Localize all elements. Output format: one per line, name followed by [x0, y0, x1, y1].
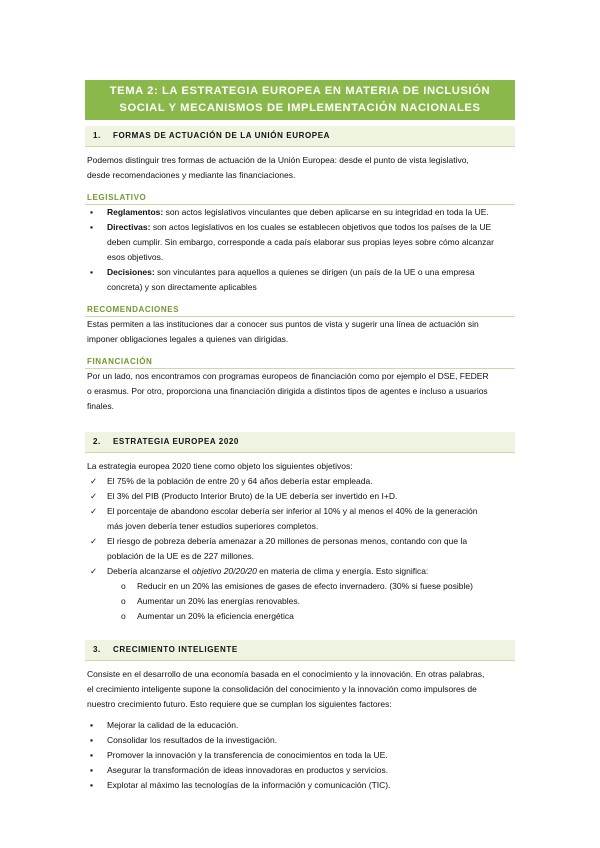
square-bullet-icon: ▪ [90, 750, 94, 760]
legislativo-heading: LEGISLATIVO [85, 191, 515, 205]
square-bullet-icon: ▪ [90, 267, 94, 277]
item-text: son actos legislativos en los cuales se establecen objetivos que todos los países de la UE [150, 222, 492, 232]
square-bullet-icon: ▪ [90, 735, 94, 745]
square-bullet-icon: ▪ [90, 207, 94, 217]
sublist-item [85, 579, 515, 594]
item-text: son actos legislativos vinculantes que deben aplicarse en su integridad en toda la UE. [163, 207, 489, 217]
text-line: finales. [87, 401, 114, 411]
item-text: Promover la innovación y la transferencia de conocimientos en toda la UE. [107, 750, 388, 760]
square-bullet-icon: ▪ [90, 780, 94, 790]
recomendaciones-heading: RECOMENDACIONES [85, 303, 515, 317]
section-3-heading [85, 640, 515, 661]
square-bullet-icon: ▪ [90, 720, 94, 730]
item-text: Asegurar la transformación de ideas innovadoras en productos y servicios. [107, 765, 389, 775]
item-text: esos objetivos. [107, 252, 164, 262]
checkmark-icon: ✓ [90, 476, 98, 486]
square-bullet-icon: ▪ [90, 765, 94, 775]
sublist-item [85, 609, 515, 624]
checkmark-icon: ✓ [90, 566, 98, 576]
section-3-title: CRECIMIENTO INTELIGENTE [113, 645, 238, 654]
title-line-1: TEMA 2: LA ESTRATEGIA EUROPEA EN MATERIA DE INCLUSIÓN [109, 85, 491, 97]
objetivo-sublist [85, 579, 515, 624]
item-text: en materia de clima y energía. Esto significa: [256, 566, 429, 576]
item-text: son vinculantes para aquellos a quienes se dirigen (un país de la UE o una empresa [154, 267, 475, 277]
item-emphasis: objetivo 20/20/20 [192, 566, 257, 576]
section-2-number: 2. [93, 437, 101, 446]
item-text: Explotar al máximo las tecnologías de la información y comunicación (TIC). [107, 780, 391, 790]
text-line: Consiste en el desarrollo de una economía basada en el conocimiento y la innovación. En otras palabras, [87, 669, 485, 679]
item-text: Consolidar los resultados de la investigación. [107, 735, 278, 745]
checkmark-icon: ✓ [90, 536, 98, 546]
circle-bullet-icon: o [121, 611, 126, 621]
section-1-intro [85, 153, 515, 183]
sublist-item [85, 594, 515, 609]
list-item [85, 205, 515, 220]
document-title [85, 80, 515, 120]
list-item [85, 534, 515, 564]
item-text: El porcentaje de abandono escolar debería ser inferior al 10% y al menos el 40% de la generación [107, 506, 478, 516]
item-text: población de la UE es de 227 millones. [107, 551, 254, 561]
text-line: el crecimiento inteligente supone la consolidación del conocimiento y la innovación como impulsores de [87, 684, 477, 694]
list-item [85, 778, 515, 793]
financiacion-text [85, 369, 515, 414]
item-text: más joven debería tener estudios superiores completos. [107, 521, 319, 531]
section-3-number: 3. [93, 645, 101, 654]
section-2-intro: La estrategia europea 2020 tiene como objeto los siguientes objetivos: [87, 461, 353, 471]
legislativo-list [85, 205, 515, 295]
item-term: Reglamentos: [107, 207, 164, 217]
item-text: Aumentar un 20% las energías renovables. [137, 596, 301, 606]
item-text: El 75% de la población de entre 20 y 64 años debería estar empleada. [107, 476, 373, 486]
item-text: deben cumplir. Sin embargo, corresponde a cada país elaborar sus propias leyes sobre cómo alcanzar [107, 237, 494, 247]
circle-bullet-icon: o [121, 596, 126, 606]
list-item [85, 718, 515, 733]
list-item [85, 564, 515, 579]
checkmark-icon: ✓ [90, 491, 98, 501]
square-bullet-icon: ▪ [90, 222, 94, 232]
item-text: El 3% del PIB (Producto Interior Bruto) de la UE debería ser invertido en I+D. [107, 491, 398, 501]
circle-bullet-icon: o [121, 581, 126, 591]
list-item [85, 763, 515, 778]
text-line: o erasmus. Por otro, proporciona una financiación dirigida a distintos tipos de agentes e incluso a usuarios [87, 386, 488, 396]
section-3-text [85, 667, 515, 712]
text-line: nuestro crecimiento futuro. Esto requiere que se cumplan los siguientes factores: [87, 699, 392, 709]
intro-line-2: desde recomendaciones y mediante las financiaciones. [87, 170, 296, 180]
list-item [85, 265, 515, 295]
item-text: Aumentar un 20% la eficiencia energética [137, 611, 294, 621]
intro-line-1: Podemos distinguir tres formas de actuación de la Unión Europea: desde el punto de vista legislativo, [87, 155, 469, 165]
section-2-heading [85, 432, 515, 453]
list-item [85, 220, 515, 265]
text-line: imponer obligaciones legales a quienes van dirigidas. [87, 334, 289, 344]
item-text: concreta) y son directamente aplicables [107, 282, 257, 292]
item-text: Reducir en un 20% las emisiones de gases de efecto invernadero. (30% si fuese posible) [137, 581, 473, 591]
item-text: El riesgo de pobreza debería amenazar a 20 millones de personas menos, contando con que la [107, 536, 468, 546]
list-item [85, 489, 515, 504]
estrategia-list [85, 474, 515, 579]
text-line: Estas permiten a las instituciones dar a conocer sus puntos de vista y sugerir una línea de actuación sin [87, 319, 479, 329]
list-item [85, 474, 515, 489]
list-item [85, 504, 515, 534]
crecimiento-list [85, 718, 515, 793]
section-1-heading [85, 126, 515, 147]
financiacion-heading: FINANCIACIÓN [85, 355, 515, 369]
item-text: Debería alcanzarse el [107, 566, 193, 576]
section-1-number: 1. [93, 131, 101, 140]
text-line: Por un lado, nos encontramos con programas europeos de financiación como por ejemplo el DSE, FEDER [87, 371, 489, 381]
section-2-title: ESTRATEGIA EUROPEA 2020 [113, 437, 239, 446]
title-line-2: SOCIAL Y MECANISMOS DE IMPLEMENTACIÓN NACIONALES [119, 102, 481, 114]
item-term: Directivas: [107, 222, 151, 232]
section-1-title: FORMAS DE ACTUACIÓN DE LA UNIÓN EUROPEA [113, 131, 331, 140]
document-page [85, 80, 515, 793]
item-term: Decisiones: [107, 267, 155, 277]
list-item [85, 733, 515, 748]
list-item [85, 748, 515, 763]
recomendaciones-text [85, 317, 515, 347]
item-text: Mejorar la calidad de la educación. [107, 720, 239, 730]
checkmark-icon: ✓ [90, 506, 98, 516]
